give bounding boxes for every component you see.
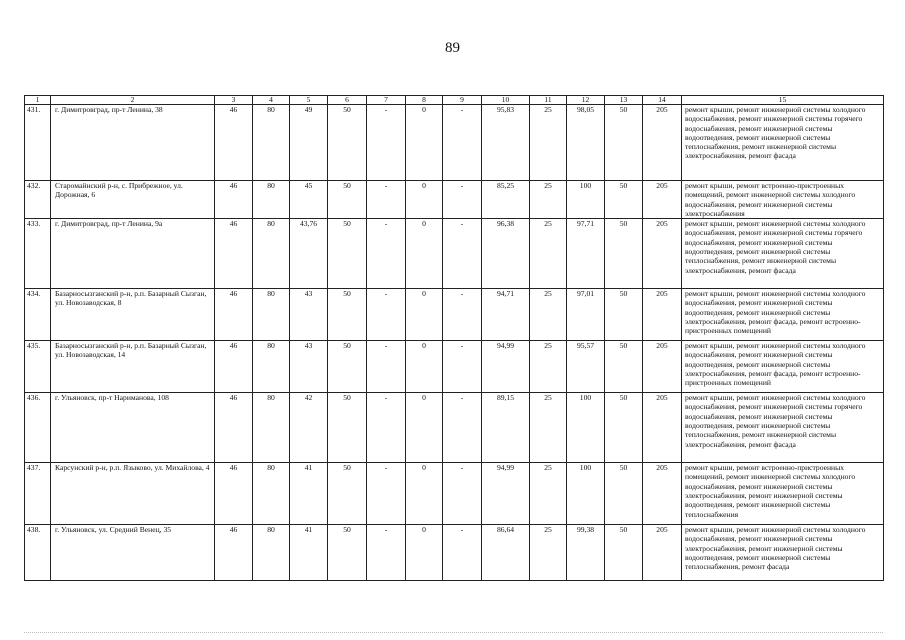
table-row [25,181,884,219]
works-cell: ремонт крыши, ремонт встроенно-пристроенных помещений, ремонт инженерной системы холодного водоснабжения, ремонт инженерной системы электроснабжения [682,181,884,219]
value-cell-4: 80 [253,105,290,181]
value-cell-9: - [443,525,482,581]
value-cell-7: - [367,341,406,393]
address-cell: Карсунский р-н, р.п. Языково, ул. Михайлова, 4 [51,463,215,525]
column-header-13: 13 [605,96,643,105]
value-cell-8: 0 [406,289,443,341]
value-cell-10: 96,38 [482,219,530,289]
value-cell-13: 50 [605,341,643,393]
value-cell-12: 98,05 [567,105,605,181]
value-cell-4: 80 [253,341,290,393]
value-cell-5: 49 [290,105,328,181]
value-cell-4: 80 [253,289,290,341]
table-row [25,525,884,581]
value-cell-5: 41 [290,525,328,581]
value-cell-10: 86,64 [482,525,530,581]
value-cell-9: - [443,393,482,463]
page-number: 89 [445,40,460,56]
value-cell-5: 43 [290,289,328,341]
value-cell-12: 97,01 [567,289,605,341]
value-cell-13: 50 [605,181,643,219]
value-cell-7: - [367,289,406,341]
column-header-11: 11 [530,96,567,105]
value-cell-8: 0 [406,219,443,289]
value-cell-6: 50 [328,463,367,525]
works-cell: ремонт крыши, ремонт инженерной системы холодного водоснабжения, ремонт инженерной системы электроснабжения, ремонт инженерной системы водоотведения, ремонт инженерной системы теплоснабжения, ремонт фасада [682,525,884,581]
value-cell-7: - [367,525,406,581]
value-cell-11: 25 [530,181,567,219]
value-cell-12: 97,71 [567,219,605,289]
value-cell-6: 50 [328,289,367,341]
value-cell-7: - [367,105,406,181]
value-cell-4: 80 [253,393,290,463]
value-cell-12: 100 [567,463,605,525]
value-cell-11: 25 [530,341,567,393]
value-cell-14: 205 [643,105,682,181]
value-cell-4: 80 [253,181,290,219]
value-cell-5: 45 [290,181,328,219]
value-cell-13: 50 [605,289,643,341]
repair-table [24,95,884,581]
value-cell-14: 205 [643,219,682,289]
value-cell-13: 50 [605,393,643,463]
value-cell-3: 46 [215,219,253,289]
works-cell: ремонт крыши, ремонт инженерной системы холодного водоснабжения, ремонт инженерной системы горячего водоснабжения, ремонт инженерной системы водоотведения, ремонт инженерной системы теплоснабжения, ремонт инженерной системы электроснабжения, ремонт фасада [682,219,884,289]
value-cell-5: 41 [290,463,328,525]
value-cell-7: - [367,393,406,463]
table-row [25,105,884,181]
value-cell-14: 205 [643,463,682,525]
column-header-8: 8 [406,96,443,105]
page-bottom-edge [24,632,883,633]
value-cell-7: - [367,219,406,289]
column-header-10: 10 [482,96,530,105]
value-cell-4: 80 [253,525,290,581]
value-cell-12: 95,57 [567,341,605,393]
column-header-6: 6 [328,96,367,105]
table-row [25,463,884,525]
value-cell-11: 25 [530,289,567,341]
value-cell-4: 80 [253,463,290,525]
value-cell-5: 43,76 [290,219,328,289]
value-cell-13: 50 [605,525,643,581]
value-cell-8: 0 [406,525,443,581]
works-cell: ремонт крыши, ремонт инженерной системы холодного водоснабжения, ремонт инженерной системы водоотведения, ремонт инженерной системы электроснабжения, ремонт фасада, ремонт встроенно-пристроенных помещений [682,341,884,393]
value-cell-14: 205 [643,525,682,581]
value-cell-12: 100 [567,393,605,463]
column-header-3: 3 [215,96,253,105]
value-cell-7: - [367,463,406,525]
repair-table-container [24,95,883,581]
column-header-9: 9 [443,96,482,105]
value-cell-3: 46 [215,393,253,463]
column-header-7: 7 [367,96,406,105]
value-cell-12: 99,38 [567,525,605,581]
value-cell-10: 89,15 [482,393,530,463]
row-number-cell: 433. [25,219,51,289]
value-cell-3: 46 [215,105,253,181]
value-cell-7: - [367,181,406,219]
value-cell-11: 25 [530,525,567,581]
value-cell-9: - [443,463,482,525]
value-cell-14: 205 [643,393,682,463]
value-cell-8: 0 [406,393,443,463]
row-number-cell: 438. [25,525,51,581]
value-cell-6: 50 [328,393,367,463]
value-cell-6: 50 [328,105,367,181]
value-cell-11: 25 [530,219,567,289]
value-cell-8: 0 [406,463,443,525]
value-cell-5: 43 [290,341,328,393]
value-cell-14: 205 [643,289,682,341]
address-cell: г. Ульяновск, пр-т Нариманова, 108 [51,393,215,463]
value-cell-9: - [443,341,482,393]
value-cell-11: 25 [530,463,567,525]
works-cell: ремонт крыши, ремонт инженерной системы холодного водоснабжения, ремонт инженерной системы горячего водоснабжения, ремонт инженерной системы водоотведения, ремонт инженерной системы теплоснабжения, ремонт инженерной системы электроснабжения, ремонт фасада [682,393,884,463]
row-number-cell: 434. [25,289,51,341]
column-header-15: 15 [682,96,884,105]
value-cell-6: 50 [328,181,367,219]
works-cell: ремонт крыши, ремонт инженерной системы холодного водоснабжения, ремонт инженерной системы горячего водоснабжения, ремонт инженерной системы водоотведения, ремонт инженерной системы теплоснабжения, ремонт инженерной системы электроснабжения, ремонт фасада [682,105,884,181]
address-cell: Старомайнский р-н, с. Прибрежное, ул. Дорожная, 6 [51,181,215,219]
table-row [25,341,884,393]
row-number-cell: 435. [25,341,51,393]
address-cell: г. Ульяновск, ул. Средний Венец, 35 [51,525,215,581]
value-cell-10: 94,71 [482,289,530,341]
value-cell-11: 25 [530,393,567,463]
value-cell-3: 46 [215,289,253,341]
address-cell: Базарносызганский р-н, р.п. Базарный Сызган, ул. Новозаводская, 14 [51,341,215,393]
row-number-cell: 436. [25,393,51,463]
value-cell-8: 0 [406,341,443,393]
value-cell-8: 0 [406,105,443,181]
address-cell: г. Димитровград, пр-т Ленина, 9а [51,219,215,289]
value-cell-14: 205 [643,341,682,393]
table-body [25,105,884,581]
column-header-1: 1 [25,96,51,105]
column-header-12: 12 [567,96,605,105]
value-cell-3: 46 [215,525,253,581]
value-cell-6: 50 [328,341,367,393]
value-cell-4: 80 [253,219,290,289]
value-cell-6: 50 [328,219,367,289]
value-cell-13: 50 [605,219,643,289]
value-cell-10: 94,99 [482,463,530,525]
value-cell-9: - [443,105,482,181]
value-cell-13: 50 [605,463,643,525]
header-row [25,96,884,105]
value-cell-14: 205 [643,181,682,219]
value-cell-5: 42 [290,393,328,463]
table-row [25,393,884,463]
value-cell-6: 50 [328,525,367,581]
value-cell-9: - [443,219,482,289]
column-header-4: 4 [253,96,290,105]
row-number-cell: 431. [25,105,51,181]
works-cell: ремонт крыши, ремонт встроенно-пристроенных помещений, ремонт инженерной системы холодного водоснабжения, ремонт инженерной системы электроснабжения, ремонт инженерной системы водоотведения, ремонт инженерной системы теплоснабжения [682,463,884,525]
address-cell: Базарносызганский р-н, р.п. Базарный Сызган, ул. Новозаводская, 8 [51,289,215,341]
value-cell-3: 46 [215,181,253,219]
value-cell-9: - [443,289,482,341]
value-cell-10: 94,99 [482,341,530,393]
column-header-5: 5 [290,96,328,105]
column-header-14: 14 [643,96,682,105]
table-row [25,289,884,341]
value-cell-10: 95,83 [482,105,530,181]
address-cell: г. Димитровград, пр-т Ленина, 38 [51,105,215,181]
value-cell-13: 50 [605,105,643,181]
works-cell: ремонт крыши, ремонт инженерной системы холодного водоснабжения, ремонт инженерной системы водоотведения, ремонт инженерной системы электроснабжения, ремонт фасада, ремонт встроенно-пристроенных помещений [682,289,884,341]
column-header-2: 2 [51,96,215,105]
row-number-cell: 432. [25,181,51,219]
value-cell-3: 46 [215,341,253,393]
value-cell-10: 85,25 [482,181,530,219]
table-row [25,219,884,289]
table-header [25,96,884,105]
value-cell-8: 0 [406,181,443,219]
row-number-cell: 437. [25,463,51,525]
value-cell-3: 46 [215,463,253,525]
value-cell-12: 100 [567,181,605,219]
value-cell-11: 25 [530,105,567,181]
value-cell-9: - [443,181,482,219]
